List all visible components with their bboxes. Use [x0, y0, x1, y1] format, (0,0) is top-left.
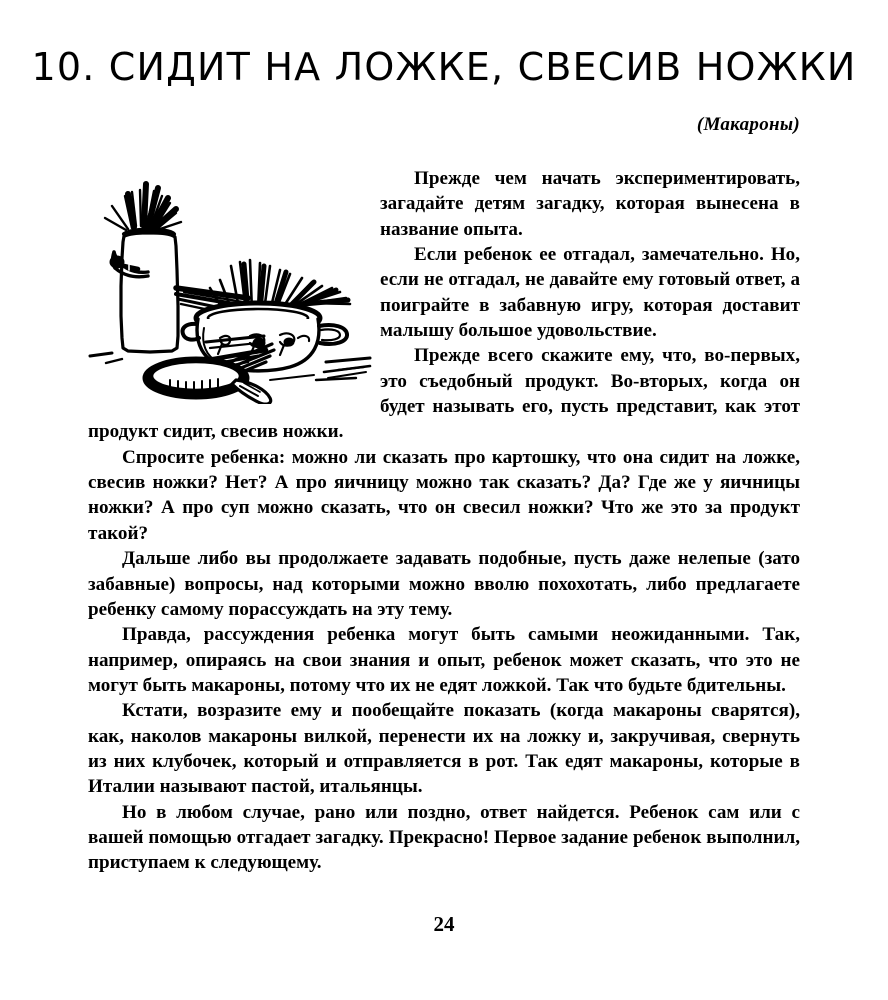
illustration-pasta-jar-and-pot [88, 166, 372, 404]
body-text [88, 166, 800, 876]
illustration-svg [88, 166, 372, 404]
body-paragraph: Дальше либо вы продолжаете задавать подобные, пусть даже нелепые (зато забавные) вопросы, над которыми можно вволю похохотать, либо предлагаете ребенку самому порассуждать на эту тему. [88, 548, 800, 620]
page-title: 10. СИДИТ НА ЛОЖКЕ, СВЕСИВ НОЖКИ [31, 45, 857, 89]
body-paragraph: Прежде чем начать экспериментировать, загадайте детям загадку, которая вынесена в название опыта. [380, 168, 800, 240]
subtitle-block [697, 114, 800, 136]
body-paragraph: Но в любом случае, рано или поздно, ответ найдется. Ребенок сам или с вашей помощью отгадает загадку. Прекрасно! Первое задание ребенок выполнил, приступаем к следующему. [88, 801, 800, 874]
body-paragraph: Кстати, возразите ему и пообещайте показать (когда макароны сварятся), как, наколов макароны вилкой, перенести их на ложку и, закручивая, свернуть из них клубочек, который и отправляется в рот. Так едят макароны, которые в Италии называют пастой, итальянцы. [88, 700, 800, 798]
body-paragraph: Спросите ребенка: можно ли сказать про картошку, что она сидит на ложке, свесив ножки? Нет? А про яичницу можно так сказать? Да? Где же у яичницы ножки? А про суп можно сказать, что он свесил ножки? Что же это за продукт такой? [88, 446, 800, 544]
body-paragraph: Если ребенок ее отгадал, замечательно. Но, если не отгадал, не давайте ему готовый ответ, а поиграйте в забавную игру, которая доставит малышу большое удовольствие. [380, 244, 800, 342]
page-number: 24 [433, 912, 455, 936]
body-paragraph: Правда, рассуждения ребенка могут быть самыми неожиданными. Так, например, опираясь на свои знания и опыт, ребенок может сказать, что это не могут быть макароны, потому что их не едят ложкой. Так что будьте бдительны. [88, 624, 800, 696]
page-number-block [0, 912, 888, 937]
riddle-answer-subtitle: (Макароны) [696, 114, 800, 135]
title-block [0, 44, 888, 90]
body-paragraph: Прежде всего скажите ему, что, во-первых, это съедобный продукт. Во-вторых, когда он будет называть его, пусть представит, как этот продукт сидит, свесив ножки. [88, 345, 800, 443]
